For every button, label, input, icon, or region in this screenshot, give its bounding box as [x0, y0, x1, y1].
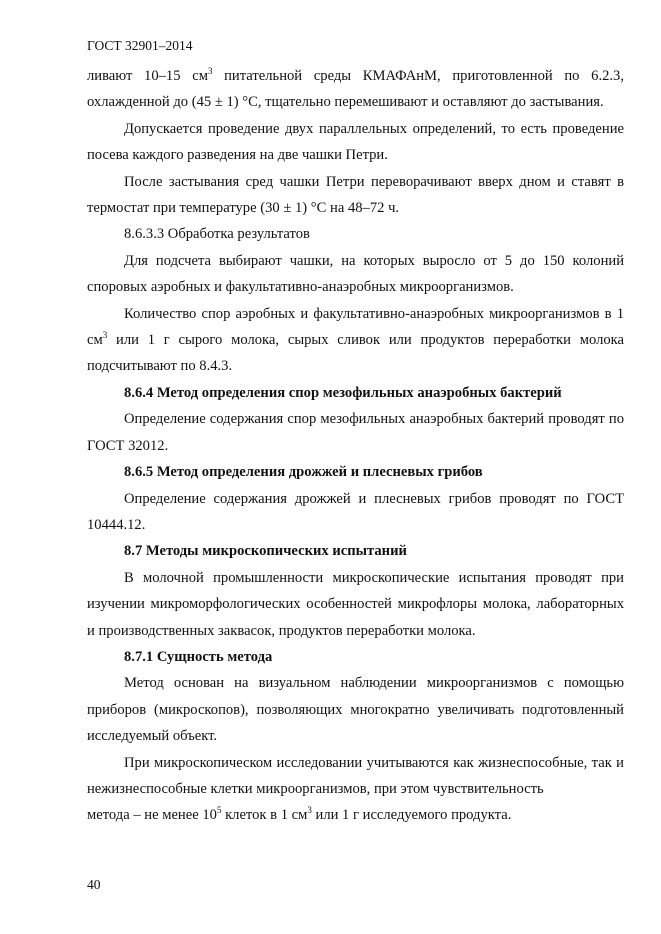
section-heading-8-6-5: 8.6.5 Метод определения дрожжей и плесневых грибов: [124, 464, 483, 481]
section-heading-8-7: 8.7 Методы микроскопических испытаний: [124, 543, 407, 560]
paragraph-yeast-mold: Определение содержания дрожжей и плесневых грибов проводят по ГОСТ 10444.12.: [87, 490, 624, 533]
section-heading-8-7-1: 8.7.1 Сущность метода: [124, 648, 273, 665]
paragraph-pour-medium: ливают 10–15 $см^3$ питательной среды КМАФАнМ, приготовленной по 6.2.3, охлажденной до (45 ± 1) °С, тщательно перемешивают и оставляют до застывания.: [87, 66, 624, 111]
paragraph-parallel-determinations: Допускается проведение двух параллельных определений, то есть проведение посева каждого разведения на две чашки Петри.: [87, 120, 624, 164]
paragraph-spore-count: Количество спор аэробных и факультативно-анаэробных микроорганизмов в 1 $см^3$ или 1 г сырого молока, сырых сливок или продуктов переработки молока подсчитывают по 8.4.3.: [87, 305, 624, 375]
paragraph-anaerobic-spores: Определение содержания спор мезофильных анаэробных бактерий проводят по ГОСТ 32012.: [87, 411, 624, 454]
paragraph-microscopy-intro: В молочной промышленности микроскопические испытания проводят при изучении микроморфологических особенностей микрофлоры молока, лабораторных и производственных заквасок, продуктов переработки молока.: [87, 569, 624, 639]
paragraph-viable-cells: При микроскопическом исследовании учитываются как жизнеспособные, так и нежизнеспособные клетки микроорганизмов, при этом чувствительность: [87, 754, 624, 797]
page-header-standard: ГОСТ 32901–2014: [87, 38, 193, 53]
section-heading-8-6-4: 8.6.4 Метод определения спор мезофильных анаэробных бактерий: [124, 384, 562, 401]
page-number: 40: [87, 877, 101, 892]
paragraph-sensitivity: метода – не менее $10^5$ клеток в 1 $см^3$ или 1 г исследуемого продукта.: [87, 805, 512, 824]
paragraph-method-basis: Метод основан на визуальном наблюдении микроорганизмов с помощью приборов (микроскопов), позволяющих многократно увеличивать подготовленный исследуемый объект.: [87, 675, 624, 745]
document-body: [87, 63, 624, 829]
paragraph-incubation: После застывания сред чашки Петри переворачивают вверх дном и ставят в термостат при температуре (30 ± 1) °С на 48–72 ч.: [87, 173, 624, 217]
section-heading-8-6-3-3: 8.6.3.3 Обработка результатов: [124, 226, 310, 243]
paragraph-colony-count: Для подсчета выбирают чашки, на которых выросло от 5 до 150 колоний споровых аэробных и факультативно-анаэробных микроорганизмов.: [87, 252, 624, 296]
